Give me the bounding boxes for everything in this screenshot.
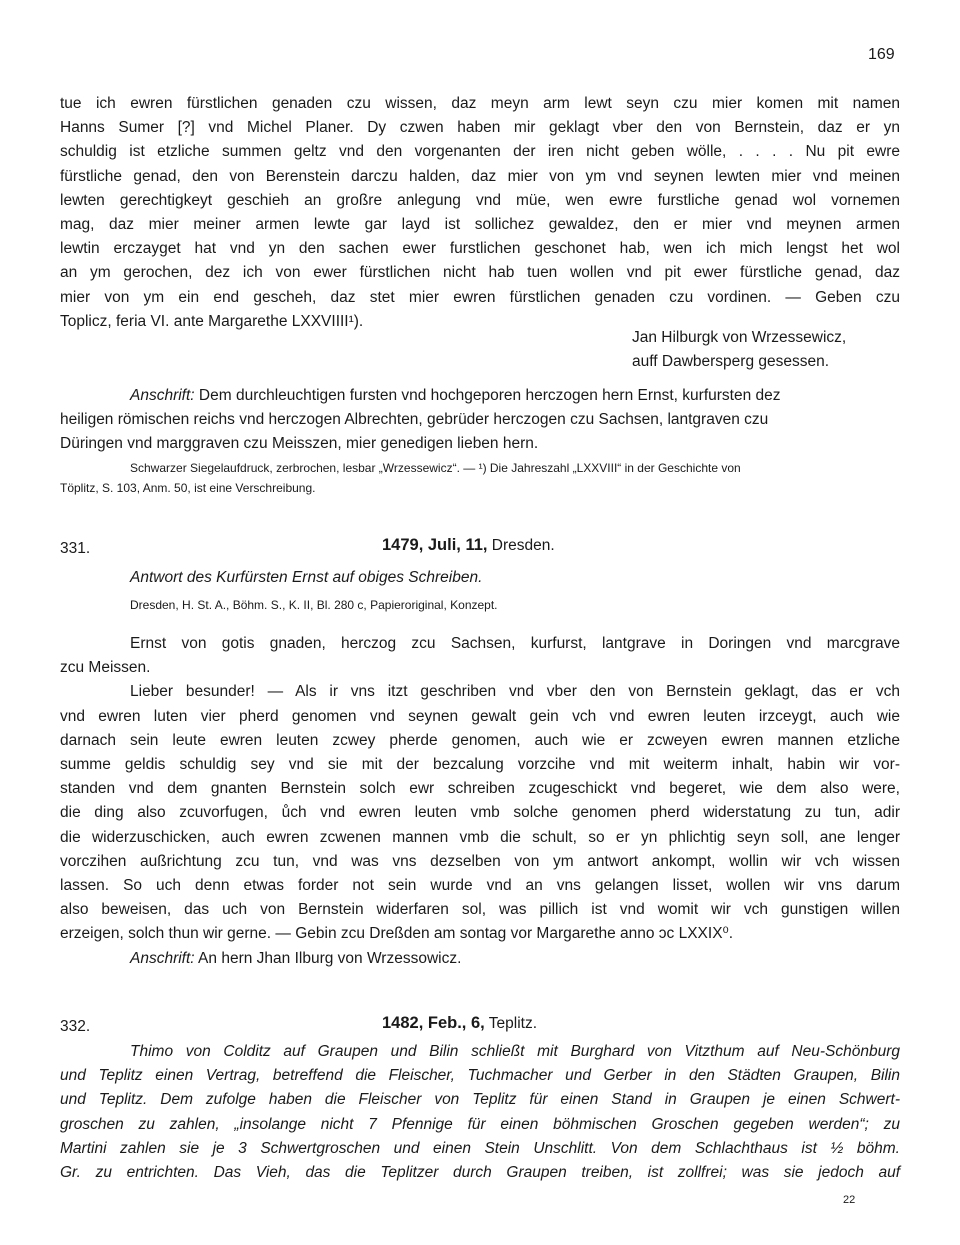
- doc331-line: lassen. So uch denn etwas forder not sein wurde vnd an vns gelangen lisset, wollen wir vns darum: [60, 877, 900, 895]
- address-text: Dem durchleuchtigen fursten vnd hochgeporen herczogen hern Ernst, kurfursten dez: [194, 387, 781, 404]
- doc-date-bold: 1479, Juli, 11,: [382, 536, 488, 554]
- doc330-line: lewten gerechtigkeyt geschieh an großre anlegung vnd müe, wen ewre furstliche genad wol vornemen: [60, 191, 900, 209]
- doc331-line: darnach sein leute ewren leuten zcwey pherde genomen, auch wie er zcweyen ewren mannen etzliche: [60, 731, 900, 749]
- summary-line: Martini zahlen sie je 3 Schwertgroschen und einen Stein Unschlitt. Von dem Schlachthaus ist ½ böhm.: [60, 1139, 900, 1157]
- doc330-line: an ym gerochen, dez ich von ewer fürstlichen nicht hab tuen wollen vnd pit ewer fürstliche genad, daz: [60, 264, 900, 282]
- doc330-signature: [632, 326, 846, 374]
- doc331-archive: Dresden, H. St. A., Böhm. S., K. II, Bl. 280 c, Papieroriginal, Konzept.: [130, 598, 498, 612]
- summary-line: groschen zu zahlen, „insolange nicht 7 Pfennige für einen böhmischen Groschen gegeben werden“; zu: [60, 1115, 900, 1133]
- doc-date-bold: 1482, Feb., 6,: [382, 1014, 485, 1032]
- summary-line: und Teplitz einen Vertrag, betreffend die Fleischer, Tuchmacher und Gerber in den Städten Graupen, Bilin: [60, 1067, 900, 1085]
- doc330-line: mag, daz mier meiner armen lewte gar layd ist sollichez gewaldez, den er mier vnd meynen armen: [60, 216, 900, 234]
- footnote-line: Schwarzer Siegelaufdruck, zerbrochen, lesbar „Wrzessewicz“. — ¹) Die Jahreszahl „LXXVIII“ in der Geschichte von: [130, 461, 741, 475]
- doc330-footnote: [60, 458, 900, 498]
- doc331-body: [60, 632, 900, 971]
- doc332-header: [60, 1014, 900, 1042]
- doc331-header: [60, 536, 900, 564]
- summary-line: Gr. zu entrichten. Das Vieh, das die Teplitzer durch Graupen treiben, ist zollfrei; was sie jedoch auf: [60, 1164, 900, 1182]
- doc330-line: schuldig ist etzliche summen geltz vnd den vorgenanten der iren nicht geben wölle, . . . . Nu pit ewre: [60, 143, 900, 161]
- signature-mark: 22: [843, 1194, 856, 1206]
- doc331-line: Lieber besunder! — Als ir vns itzt geschriben vnd vber den von Bernstein geklagt, das er vch: [130, 683, 900, 701]
- doc-number: 332.: [60, 1018, 91, 1035]
- doc331-line: die ding also zcuvorfugen, ůch vnd ewren leuten vmb solche genomen pherd widerstatung zu tun, adir: [60, 804, 900, 822]
- doc330-line: mier von ym ein end gescheh, daz stet mier ewren fürstlichen genaden czu vordinen. — Geben czu: [60, 288, 900, 306]
- summary-line: und Teplitz. Dem zufolge haben die Fleischer von Teplitz für einen Stand in Graupen je einen Schwert-: [60, 1091, 900, 1109]
- doc331-line: vorczihen außrichtung zcu tun, vnd was vns dezselben von ym antwort ankompt, wollin wir vch wissen: [60, 852, 900, 870]
- summary-line: Thimo von Colditz auf Graupen und Bilin schließt mit Burghard von Vitzthum auf Neu-Schönburg: [130, 1043, 900, 1060]
- address-label: Anschrift:: [130, 949, 195, 967]
- doc-place: Dresden.: [487, 537, 555, 554]
- doc331-line: summe geldis schuldig sey vnd sie mit der bezcalung vorzcihe vnd mit weiterm inhalt, habin wir vor-: [60, 756, 900, 774]
- doc-number: 331.: [60, 540, 91, 557]
- address-label: Anschrift:: [130, 387, 195, 404]
- doc-place: Teplitz.: [484, 1015, 538, 1032]
- doc331-line: vnd ewren luten vier pherd genomen vnd seynen gewalt gein vch vnd ewren leuten irzceygt, auch wie: [60, 707, 900, 725]
- doc330-line: fürstliche genad, den von Berenstein darczu halden, daz mier von ym vnd seynen lewten mier vnd meinen: [60, 167, 900, 185]
- address-text: heiligen römischen reichs vnd herczogen Albrechten, gebrüder herczogen czu Sachsen, lantgraven czu: [60, 411, 769, 429]
- doc330-address: [60, 384, 900, 457]
- doc331-line: zcu Meissen.: [60, 659, 151, 677]
- doc331-line: Ernst von gotis gnaden, herczog zcu Sachsen, kurfurst, lantgrave in Doringen vnd marcgrave: [130, 635, 900, 652]
- doc331-line: erzeigen, solch thun wir gerne. — Gebin zcu Dreßden am sontag vor Margarethe anno ɔc LXXIX⁰.: [60, 925, 734, 943]
- doc-date: [382, 536, 555, 555]
- doc330-line: Hanns Sumer [?] vnd Michel Planer. Dy czwen haben mir geklagt vber den von Bernstein, daz er yn: [60, 119, 900, 137]
- doc331-summary: Antwort des Kurfürsten Ernst auf obiges Schreiben.: [130, 569, 483, 586]
- footnote-line: Töplitz, S. 103, Anm. 50, ist eine Verschreibung.: [60, 481, 316, 495]
- doc331-line: standen vnd dem gnanten Bernstein solch ewr schreiben zcugeschickt vnd begeret, wie dem also were,: [60, 780, 900, 798]
- doc330-line: tue ich ewren fürstlichen genaden czu wissen, daz meyn arm lewt seyn czu mier komen mit namen: [60, 95, 900, 112]
- doc-date: [382, 1014, 537, 1033]
- doc330-body: [60, 92, 900, 334]
- doc331-line: die widerzuschicken, auch ewren zcwenen mannen vmb die schult, so er yn phlichtig seyn soll, ane lenger: [60, 828, 900, 846]
- signature-line: Jan Hilburgk von Wrzessewicz,: [632, 329, 847, 346]
- doc330-line: Toplicz, feria VI. ante Margarethe LXXVIIII¹).: [60, 312, 364, 330]
- doc332-summary: [60, 1040, 900, 1185]
- doc331-line: also beweisen, das uch von Bernstein widerfaren sol, was pillich ist vnd womit wir vch gunstigen willen: [60, 901, 900, 919]
- doc330-line: lewtin erczayget hat vnd yn den sachen ewer furstlichen geschonet hab, wen ich mich lengst het wol: [60, 240, 900, 258]
- page-number: 169: [868, 46, 895, 63]
- signature-line: auff Dawbersperg gesessen.: [632, 353, 830, 370]
- address-text: Düringen vnd marggraven czu Meisszen, mier genedigen lieben hern.: [60, 435, 539, 453]
- address-text: An hern Jhan Ilburg von Wrzessowicz.: [194, 949, 462, 967]
